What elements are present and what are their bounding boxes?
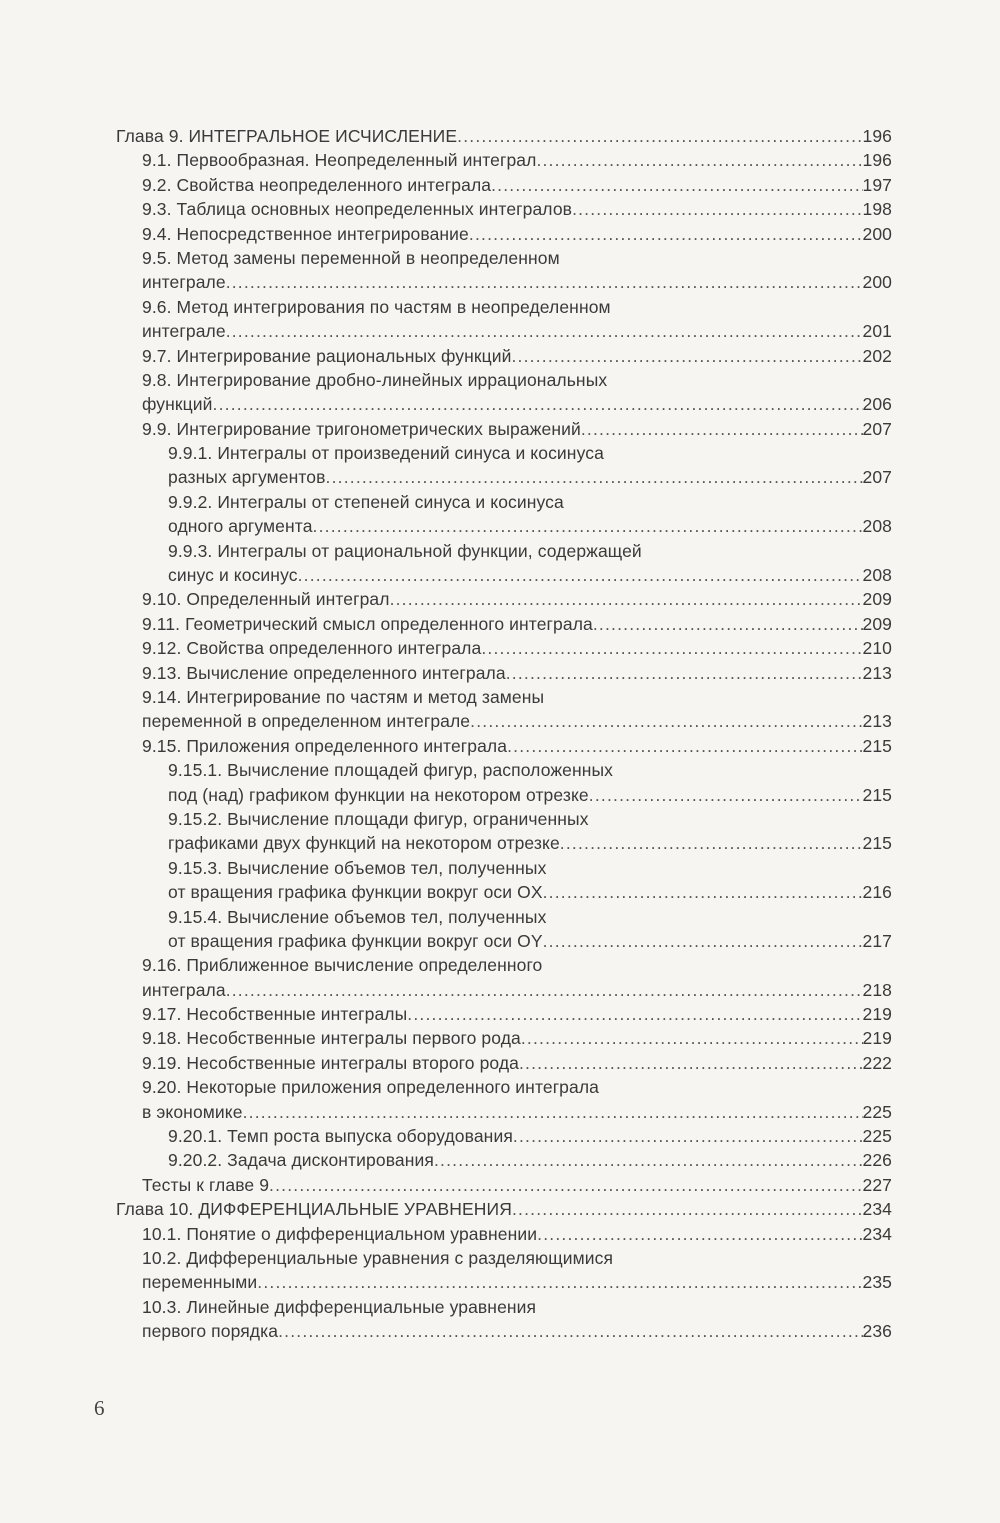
- toc-entry-title: 9.15.2. Вычисление площади фигур, ограниченных: [168, 808, 589, 829]
- toc-entry: [0, 197, 1000, 221]
- toc-entry: [0, 831, 1000, 855]
- dot-leader: [257, 1270, 862, 1294]
- dot-leader: [213, 392, 863, 416]
- dot-leader: [434, 1148, 863, 1172]
- dot-leader: [457, 124, 862, 148]
- toc-entry-title: 9.13. Вычисление определенного интеграла: [142, 662, 506, 683]
- toc-entry: [0, 783, 1000, 807]
- toc-entry: [0, 441, 1000, 465]
- toc-entry-page: 222: [862, 1052, 892, 1073]
- dot-leader: [589, 783, 863, 807]
- toc-entry: [0, 978, 1000, 1002]
- toc-entry: [0, 612, 1000, 636]
- toc-entry-page: 218: [862, 979, 892, 1000]
- toc-entry-title: под (над) графиком функции на некотором отрезке: [168, 784, 589, 805]
- toc-entry: [0, 661, 1000, 685]
- toc-entry: [0, 856, 1000, 880]
- dot-leader: [226, 319, 863, 343]
- dot-leader: [469, 222, 863, 246]
- toc-entry-page: 197: [862, 174, 892, 195]
- toc-entry: [0, 514, 1000, 538]
- toc-entry: [0, 587, 1000, 611]
- toc-entry: [0, 636, 1000, 660]
- toc-entry-title: синус и косинус: [168, 565, 298, 586]
- toc-entry-page: 236: [862, 1321, 892, 1342]
- toc-entry-page: 196: [862, 150, 892, 171]
- toc-entry: [0, 880, 1000, 904]
- toc-entry: [0, 1100, 1000, 1124]
- dot-leader: [390, 587, 863, 611]
- toc-entry: [0, 1051, 1000, 1075]
- toc-entry-page: 198: [862, 199, 892, 220]
- toc-entry-title: от вращения графика функции вокруг оси OX: [168, 882, 543, 903]
- table-of-contents: [0, 124, 1000, 1344]
- dot-leader: [507, 734, 862, 758]
- dot-leader: [519, 1051, 863, 1075]
- toc-entry-page: 227: [862, 1174, 892, 1195]
- dot-leader: [560, 831, 863, 855]
- dot-leader: [407, 1002, 862, 1026]
- toc-entry-title: 9.6. Метод интегрирования по частям в неопределенном: [142, 296, 611, 317]
- dot-leader: [326, 465, 863, 489]
- toc-entry-page: 208: [862, 516, 892, 537]
- dot-leader: [226, 978, 863, 1002]
- toc-entry: [0, 465, 1000, 489]
- toc-entry-page: 217: [862, 930, 892, 951]
- toc-entry: [0, 173, 1000, 197]
- toc-entry-title: Глава 10. ДИФФЕРЕНЦИАЛЬНЫЕ УРАВНЕНИЯ: [116, 1199, 512, 1220]
- toc-entry: [0, 1246, 1000, 1270]
- toc-entry-title: 9.18. Несобственные интегралы первого рода: [142, 1028, 521, 1049]
- toc-entry: [0, 246, 1000, 270]
- toc-entry-page: 225: [862, 1101, 892, 1122]
- toc-entry-page: 202: [862, 345, 892, 366]
- toc-entry-page: 206: [862, 394, 892, 415]
- toc-entry: [0, 685, 1000, 709]
- toc-entry: [0, 1148, 1000, 1172]
- dot-leader: [491, 173, 862, 197]
- dot-leader: [593, 612, 863, 636]
- toc-entry: [0, 295, 1000, 319]
- toc-entry: [0, 368, 1000, 392]
- toc-entry-page: 200: [862, 223, 892, 244]
- toc-entry-title: 9.14. Интегрирование по частям и метод замены: [142, 686, 545, 707]
- dot-leader: [506, 661, 863, 685]
- toc-entry: [0, 929, 1000, 953]
- toc-entry-title: 9.9.3. Интегралы от рациональной функции, содержащей: [168, 540, 642, 561]
- toc-entry-title: 9.3. Таблица основных неопределенных интегралов: [142, 199, 573, 220]
- dot-leader: [481, 636, 862, 660]
- toc-entry: [0, 1222, 1000, 1246]
- toc-entry-title: одного аргумента: [168, 516, 313, 537]
- toc-entry-title: интеграле: [142, 272, 226, 293]
- toc-entry-title: 9.15. Приложения определенного интеграла: [142, 735, 508, 756]
- toc-entry: [0, 758, 1000, 782]
- dot-leader: [243, 1100, 863, 1124]
- toc-entry: [0, 319, 1000, 343]
- dot-leader: [313, 514, 863, 538]
- dot-leader: [512, 1197, 863, 1221]
- toc-entry: [0, 1124, 1000, 1148]
- toc-entry: [0, 417, 1000, 441]
- toc-entry-title: 9.16. Приближенное вычисление определенного: [142, 955, 543, 976]
- toc-entry: [0, 270, 1000, 294]
- dot-leader: [543, 929, 863, 953]
- toc-entry-title: 9.10. Определенный интеграл: [142, 589, 390, 610]
- toc-entry-page: 235: [862, 1272, 892, 1293]
- toc-entry-title: 9.19. Несобственные интегралы второго рода: [142, 1052, 519, 1073]
- toc-entry-title: в экономике: [142, 1101, 243, 1122]
- dot-leader: [298, 563, 863, 587]
- toc-entry-page: 215: [862, 833, 892, 854]
- toc-entry: [0, 1173, 1000, 1197]
- dot-leader: [513, 1124, 863, 1148]
- toc-entry-title: 9.1. Первообразная. Неопределенный интеграл: [142, 150, 537, 171]
- toc-entry-title: 9.15.1. Вычисление площадей фигур, расположенных: [168, 760, 614, 781]
- toc-entry-title: 9.20. Некоторые приложения определенного интеграла: [142, 1077, 599, 1098]
- toc-entry: [0, 1295, 1000, 1319]
- dot-leader: [543, 880, 863, 904]
- toc-entry-title: интеграле: [142, 321, 226, 342]
- toc-entry-title: 10.1. Понятие о дифференциальном уравнении: [142, 1223, 538, 1244]
- toc-entry-page: 219: [862, 1004, 892, 1025]
- toc-entry-title: 9.9. Интегрирование тригонометрических выражений: [142, 418, 581, 439]
- toc-entry-page: 209: [862, 613, 892, 634]
- toc-entry: [0, 1319, 1000, 1343]
- toc-entry-title: графиками двух функций на некотором отрезке: [168, 833, 560, 854]
- toc-entry: [0, 709, 1000, 733]
- toc-entry-title: 9.20.1. Темп роста выпуска оборудования: [168, 1126, 513, 1147]
- dot-leader: [537, 1222, 862, 1246]
- toc-entry-title: 9.7. Интегрирование рациональных функций: [142, 345, 512, 366]
- toc-entry: [0, 392, 1000, 416]
- toc-entry: [0, 1002, 1000, 1026]
- toc-entry: [0, 953, 1000, 977]
- dot-leader: [470, 709, 862, 733]
- toc-entry-page: 210: [862, 638, 892, 659]
- toc-entry-title: Тесты к главе 9: [142, 1174, 270, 1195]
- toc-entry-page: 215: [862, 735, 892, 756]
- toc-entry: [0, 1026, 1000, 1050]
- toc-entry-title: 9.15.4. Вычисление объемов тел, полученных: [168, 906, 547, 927]
- dot-leader: [536, 148, 862, 172]
- toc-entry-title: переменными: [142, 1272, 258, 1293]
- toc-entry-title: переменной в определенном интеграле: [142, 711, 471, 732]
- toc-entry-page: 216: [862, 882, 892, 903]
- toc-entry-page: 234: [862, 1223, 892, 1244]
- toc-entry-page: 226: [862, 1150, 892, 1171]
- dot-leader: [512, 344, 863, 368]
- toc-entry-page: 213: [862, 662, 892, 683]
- toc-entry-page: 225: [862, 1126, 892, 1147]
- toc-entry-page: 207: [862, 467, 892, 488]
- toc-entry-title: 9.9.2. Интегралы от степеней синуса и косинуса: [168, 491, 564, 512]
- toc-entry-page: 200: [862, 272, 892, 293]
- dot-leader: [269, 1173, 862, 1197]
- toc-entry-title: первого порядка: [142, 1321, 279, 1342]
- dot-leader: [278, 1319, 862, 1343]
- toc-entry: [0, 124, 1000, 148]
- toc-entry-page: 207: [862, 418, 892, 439]
- toc-entry-title: 9.4. Непосредственное интегрирование: [142, 223, 469, 244]
- toc-entry: [0, 148, 1000, 172]
- toc-entry-title: 9.12. Свойства определенного интеграла: [142, 638, 482, 659]
- toc-entry-title: 10.3. Линейные дифференциальные уравнения: [142, 1296, 537, 1317]
- dot-leader: [226, 270, 863, 294]
- toc-entry: [0, 1075, 1000, 1099]
- toc-entry-title: 9.5. Метод замены переменной в неопределенном: [142, 247, 560, 268]
- toc-entry-title: 9.15.3. Вычисление объемов тел, полученных: [168, 857, 547, 878]
- dot-leader: [572, 197, 862, 221]
- toc-entry: [0, 563, 1000, 587]
- toc-entry-page: 196: [862, 126, 892, 146]
- toc-entry-title: Глава 9. ИНТЕГРАЛЬНОЕ ИСЧИСЛЕНИЕ: [116, 126, 458, 146]
- toc-entry: [0, 490, 1000, 514]
- toc-entry-title: 9.17. Несобственные интегралы: [142, 1004, 408, 1025]
- toc-entry: [0, 905, 1000, 929]
- toc-entry-page: 201: [862, 321, 892, 342]
- toc-entry-title: 10.2. Дифференциальные уравнения с разделяющимися: [142, 1247, 614, 1268]
- toc-entry: [0, 1197, 1000, 1221]
- toc-entry: [0, 807, 1000, 831]
- page-number: 6: [94, 1396, 105, 1420]
- toc-entry-page: 234: [862, 1199, 892, 1220]
- toc-entry-page: 215: [862, 784, 892, 805]
- toc-entry-page: 213: [862, 711, 892, 732]
- toc-entry-title: от вращения графика функции вокруг оси OY: [168, 930, 543, 951]
- toc-entry-title: 9.20.2. Задача дисконтирования: [168, 1150, 434, 1171]
- toc-entry: [0, 222, 1000, 246]
- toc-entry: [0, 344, 1000, 368]
- toc-entry-page: 209: [862, 589, 892, 610]
- toc-entry-title: 9.8. Интегрирование дробно-линейных иррациональных: [142, 369, 608, 390]
- toc-entry-title: 9.2. Свойства неопределенного интеграла: [142, 174, 492, 195]
- toc-entry-page: 208: [862, 565, 892, 586]
- toc-entry-title: интеграла: [142, 979, 226, 1000]
- toc-entry-title: 9.11. Геометрический смысл определенного интеграла: [142, 613, 593, 634]
- toc-entry-title: 9.9.1. Интегралы от произведений синуса и косинуса: [168, 443, 604, 464]
- toc-entry: [0, 1270, 1000, 1294]
- toc-entry: [0, 539, 1000, 563]
- toc-entry: [0, 734, 1000, 758]
- toc-entry-page: 219: [862, 1028, 892, 1049]
- toc-entry-title: разных аргументов: [168, 467, 326, 488]
- toc-entry-title: функций: [142, 394, 213, 415]
- dot-leader: [521, 1026, 863, 1050]
- dot-leader: [581, 417, 863, 441]
